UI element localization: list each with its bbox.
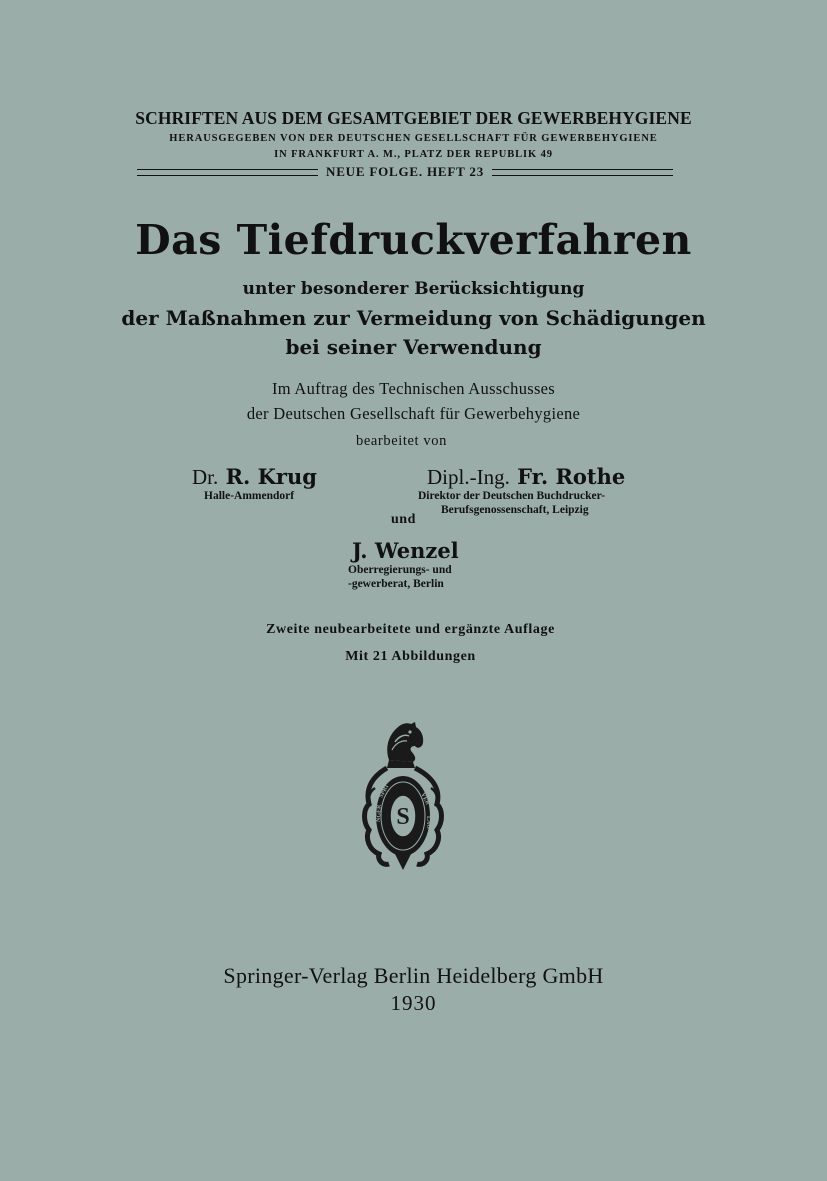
author-wenzel-name: J. Wenzel [352, 538, 459, 563]
author-rothe-affiliation-1: Direktor der Deutschen Buchdrucker- [418, 490, 606, 502]
springer-knight-logo-icon [355, 718, 455, 880]
author-krug-surname: R. Krug [225, 464, 317, 489]
figures-note: Mit 21 Abbildungen [345, 649, 476, 664]
svg-text:VER: VER [419, 792, 431, 807]
svg-text:NGER: NGER [376, 804, 383, 823]
author-krug-affiliation: Halle-Ammendorf [204, 490, 295, 502]
edition-note: Zweite neubearbeitete und ergänzte Auflage [266, 622, 555, 637]
svg-text:LAG: LAG [425, 815, 432, 830]
svg-text:SPRI: SPRI [378, 784, 391, 799]
author-krug-name [192, 464, 317, 490]
commission-line-2: der Deutschen Gesellschaft für Gewerbehygiene [246, 404, 581, 423]
author-rothe-affiliation-2: Berufsgenossenschaft, Leipzig [441, 504, 589, 516]
author-wenzel-affiliation-2: -gewerberat, Berlin [348, 578, 444, 590]
prepared-by: bearbeitet von [356, 433, 447, 449]
series-title: SCHRIFTEN AUS DEM GESAMTGEBIET DER GEWERBEHYGIENE [135, 108, 692, 128]
series-address-line: IN FRANKFURT A. M., PLATZ DER REPUBLIK 49 [274, 149, 553, 160]
author-rothe-name [427, 464, 625, 490]
series-editor-line: HERAUSGEGEBEN VON DER DEUTSCHEN GESELLSCHAFT FÜR GEWERBEHYGIENE [169, 133, 658, 144]
author-rothe-prefix: Dipl.-Ing. [427, 465, 510, 489]
author-krug-prefix: Dr. [192, 465, 219, 489]
publication-year: 1930 [390, 991, 437, 1015]
commission-line-1: Im Auftrag des Technischen Ausschusses [271, 379, 556, 398]
series-issue: NEUE FOLGE. HEFT 23 [326, 164, 484, 179]
subtitle-line-1: unter besonderer Berücksichtigung [242, 279, 585, 299]
author-wenzel-affiliation-1: Oberregierungs- und [348, 564, 452, 576]
double-rule-right [492, 169, 673, 176]
subtitle-line-3: bei seiner Verwendung [285, 335, 542, 359]
subtitle-line-2: der Maßnahmen zur Vermeidung von Schädigungen [121, 306, 706, 330]
double-rule-left [137, 169, 318, 176]
author-rothe-surname: Fr. Rothe [517, 464, 626, 489]
publisher-name: Springer-Verlag Berlin Heidelberg GmbH [223, 963, 604, 988]
svg-text:S: S [396, 804, 410, 830]
book-title: Das Tiefdruckverfahren [135, 216, 692, 264]
conjunction-und: und [391, 512, 416, 527]
series-issue-row [137, 164, 673, 180]
